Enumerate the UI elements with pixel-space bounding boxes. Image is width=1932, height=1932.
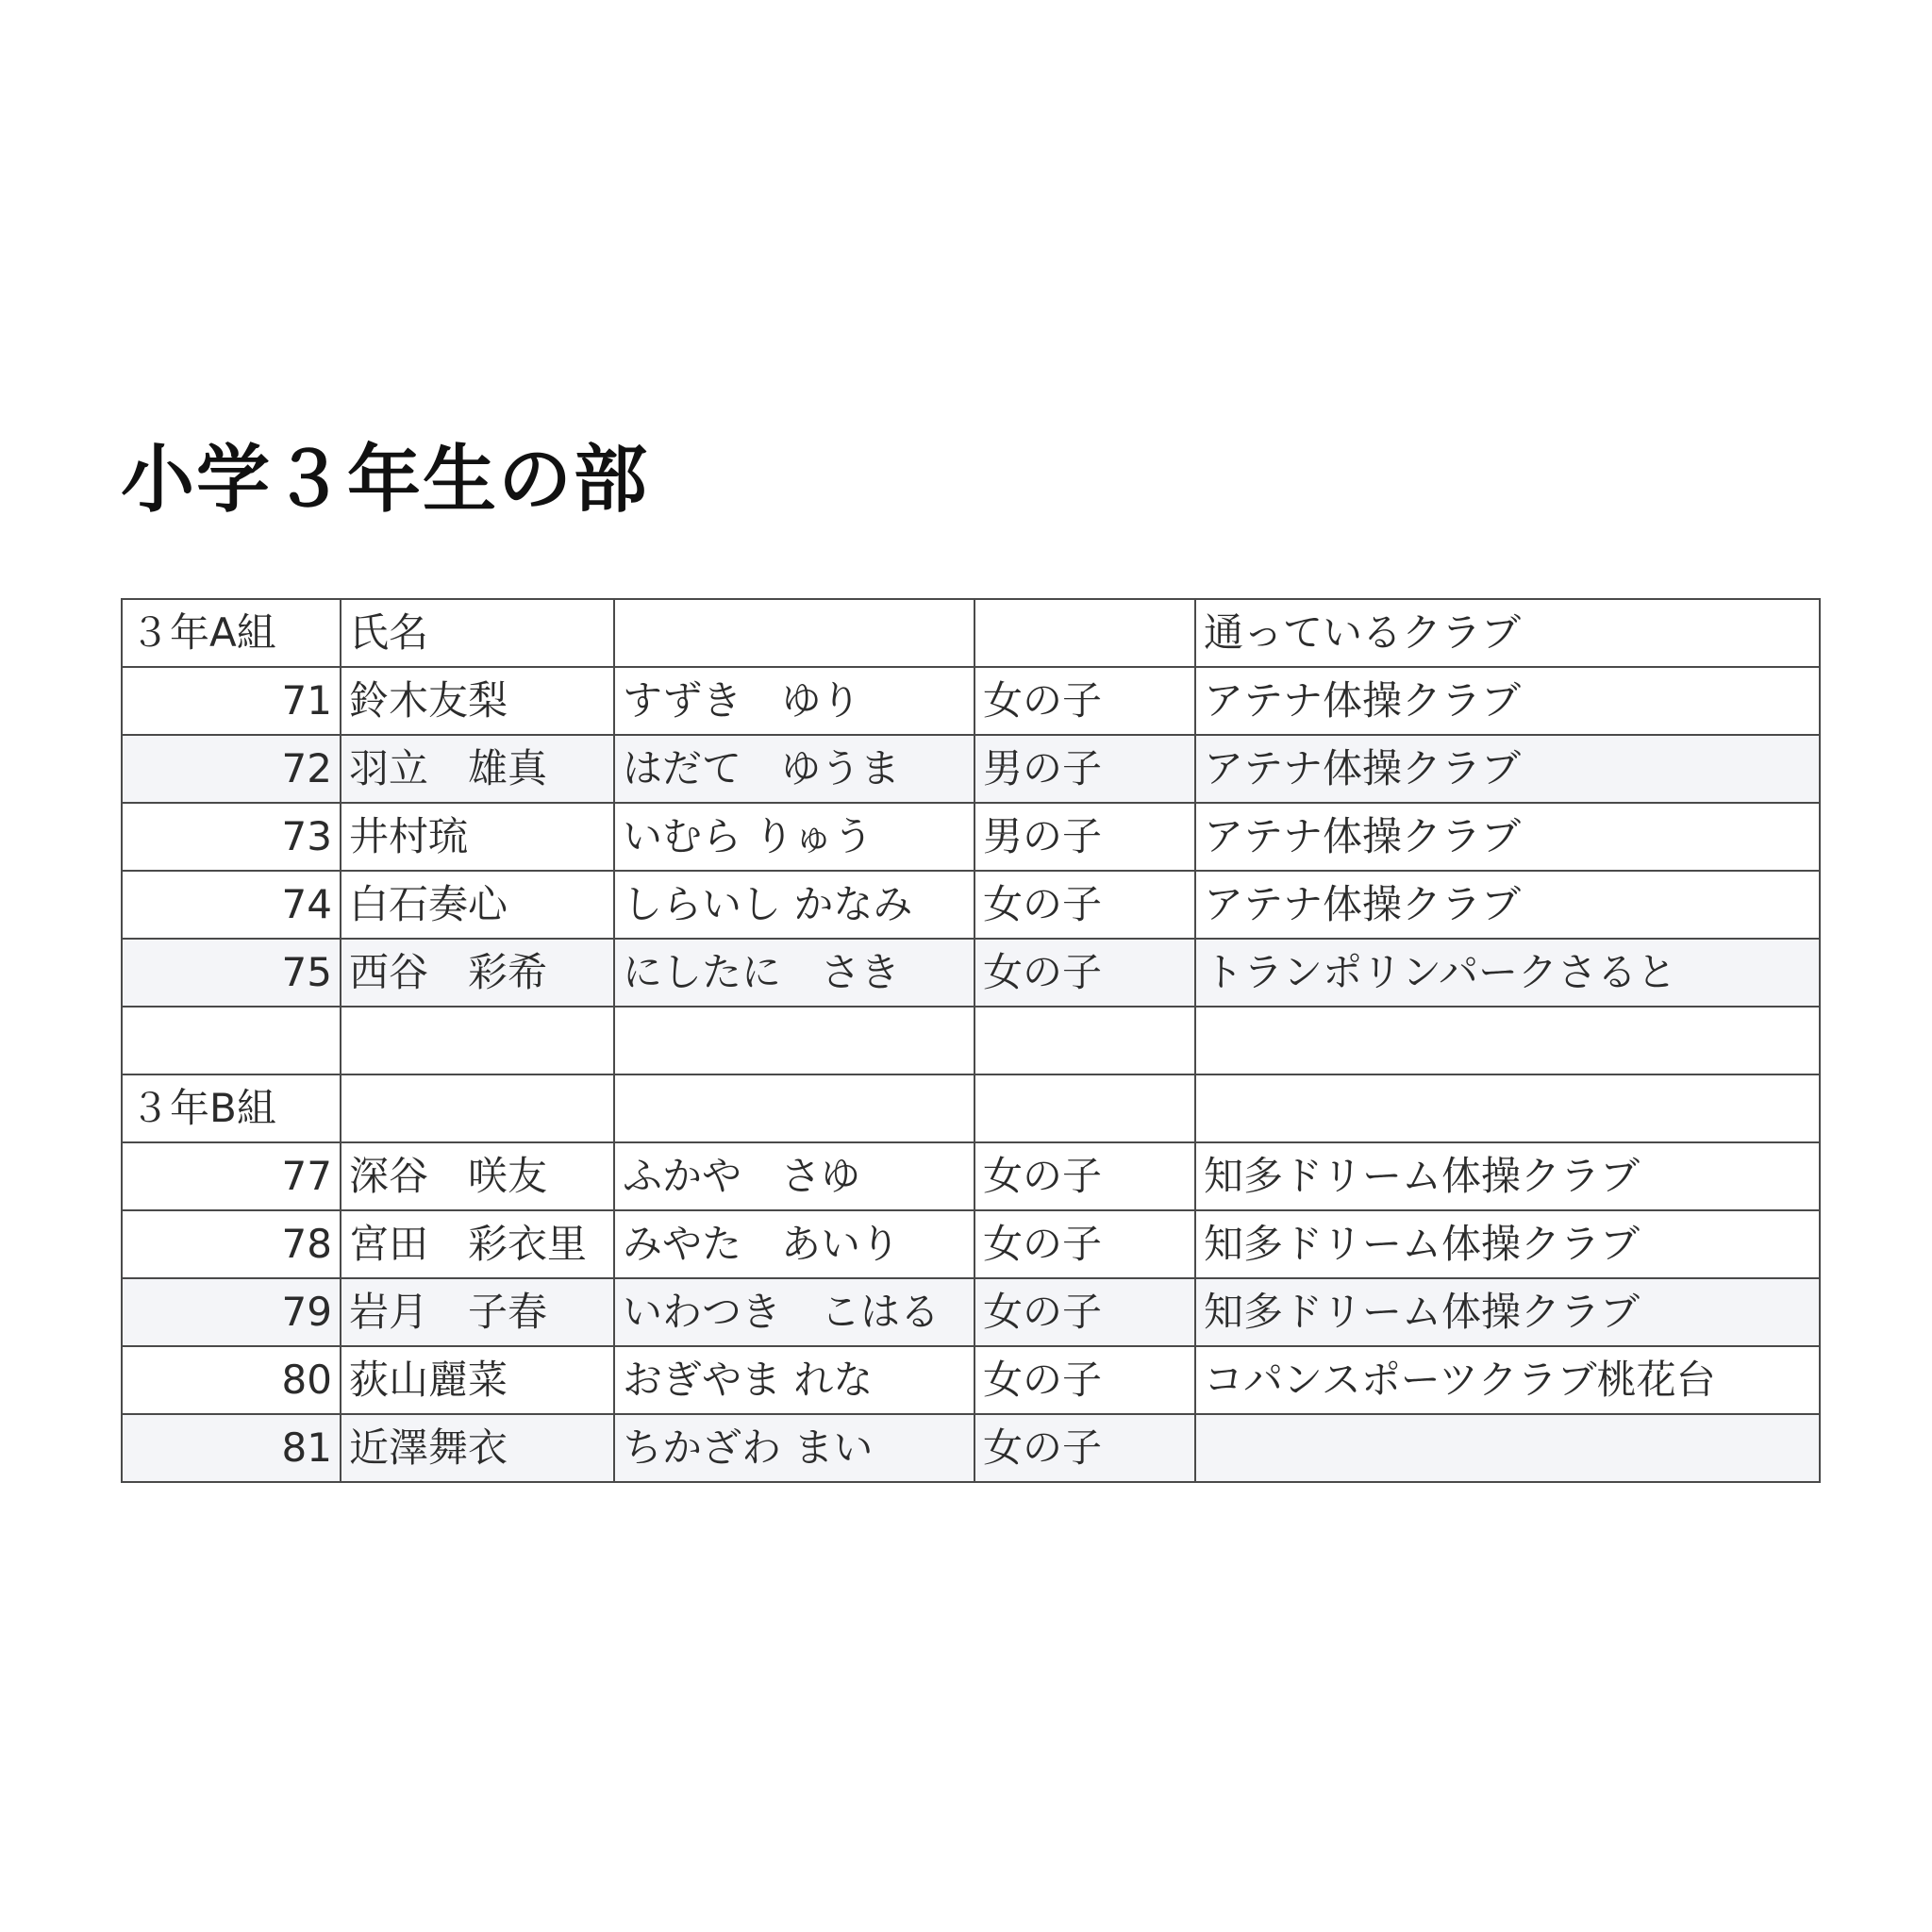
name-reading: ちかざわ まい xyxy=(614,1414,974,1482)
student-name: 羽立 雄真 xyxy=(341,735,614,803)
gender: 女の子 xyxy=(974,939,1195,1007)
entry-number: 72 xyxy=(122,735,341,803)
name-reading: しらいし かなみ xyxy=(614,871,974,939)
club-name: 知多ドリーム体操クラブ xyxy=(1195,1210,1820,1278)
gender: 女の子 xyxy=(974,871,1195,939)
student-name: 鈴木友梨 xyxy=(341,667,614,735)
table-row xyxy=(122,1142,1820,1210)
name-reading: すずき ゆり xyxy=(614,667,974,735)
table-row xyxy=(122,1278,1820,1346)
club-name: アテナ体操クラブ xyxy=(1195,667,1820,735)
name-reading: いわつき こはる xyxy=(614,1278,974,1346)
name-column-header: 氏名 xyxy=(341,599,614,667)
empty-cell xyxy=(1195,1007,1820,1074)
entry-number: 77 xyxy=(122,1142,341,1210)
table-row xyxy=(122,1346,1820,1414)
entry-number: 80 xyxy=(122,1346,341,1414)
gender-column-header xyxy=(974,599,1195,667)
entry-number: 79 xyxy=(122,1278,341,1346)
table-row xyxy=(122,735,1820,803)
club-name: アテナ体操クラブ xyxy=(1195,803,1820,871)
entry-number: 81 xyxy=(122,1414,341,1482)
table-row xyxy=(122,939,1820,1007)
club-name: 知多ドリーム体操クラブ xyxy=(1195,1142,1820,1210)
gender: 男の子 xyxy=(974,735,1195,803)
club-name xyxy=(1195,1414,1820,1482)
table-row xyxy=(122,1210,1820,1278)
reading-column-header xyxy=(614,599,974,667)
club-name: コパンスポーツクラブ桃花台 xyxy=(1195,1346,1820,1414)
entry-number: 71 xyxy=(122,667,341,735)
gender: 女の子 xyxy=(974,1278,1195,1346)
gender: 女の子 xyxy=(974,1210,1195,1278)
student-name: 白石奏心 xyxy=(341,871,614,939)
empty-row xyxy=(122,1007,1820,1074)
student-name: 岩月 子春 xyxy=(341,1278,614,1346)
club-name: アテナ体操クラブ xyxy=(1195,735,1820,803)
gender: 女の子 xyxy=(974,667,1195,735)
student-name: 西谷 彩希 xyxy=(341,939,614,1007)
entry-number: 78 xyxy=(122,1210,341,1278)
group-a-header-row xyxy=(122,599,1820,667)
student-name: 井村琉 xyxy=(341,803,614,871)
empty-cell xyxy=(341,1074,614,1142)
group-a-label: ３年A組 xyxy=(122,599,341,667)
club-column-header: 通っているクラブ xyxy=(1195,599,1820,667)
group-b-label: ３年B組 xyxy=(122,1074,341,1142)
table-row xyxy=(122,667,1820,735)
empty-cell xyxy=(1195,1074,1820,1142)
name-reading: いむら りゅう xyxy=(614,803,974,871)
roster-table xyxy=(121,598,1821,1483)
student-name: 近澤舞衣 xyxy=(341,1414,614,1482)
name-reading: みやた あいり xyxy=(614,1210,974,1278)
gender: 女の子 xyxy=(974,1142,1195,1210)
name-reading: にしたに さき xyxy=(614,939,974,1007)
table-row xyxy=(122,871,1820,939)
student-name: 深谷 咲友 xyxy=(341,1142,614,1210)
name-reading: おぎやま れな xyxy=(614,1346,974,1414)
entry-number: 75 xyxy=(122,939,341,1007)
student-name: 荻山麗菜 xyxy=(341,1346,614,1414)
empty-cell xyxy=(974,1074,1195,1142)
table-row xyxy=(122,1414,1820,1482)
entry-number: 73 xyxy=(122,803,341,871)
table-row xyxy=(122,803,1820,871)
gender: 女の子 xyxy=(974,1346,1195,1414)
club-name: 知多ドリーム体操クラブ xyxy=(1195,1278,1820,1346)
name-reading: ふかや さゆ xyxy=(614,1142,974,1210)
empty-cell xyxy=(614,1007,974,1074)
empty-cell xyxy=(341,1007,614,1074)
gender: 女の子 xyxy=(974,1414,1195,1482)
student-name: 宮田 彩衣里 xyxy=(341,1210,614,1278)
group-b-header-row xyxy=(122,1074,1820,1142)
entry-number: 74 xyxy=(122,871,341,939)
club-name: トランポリンパークさると xyxy=(1195,939,1820,1007)
page-title: 小学３年生の部 xyxy=(121,437,650,523)
empty-cell xyxy=(974,1007,1195,1074)
name-reading: はだて ゆうま xyxy=(614,735,974,803)
club-name: アテナ体操クラブ xyxy=(1195,871,1820,939)
gender: 男の子 xyxy=(974,803,1195,871)
empty-cell xyxy=(122,1007,341,1074)
empty-cell xyxy=(614,1074,974,1142)
